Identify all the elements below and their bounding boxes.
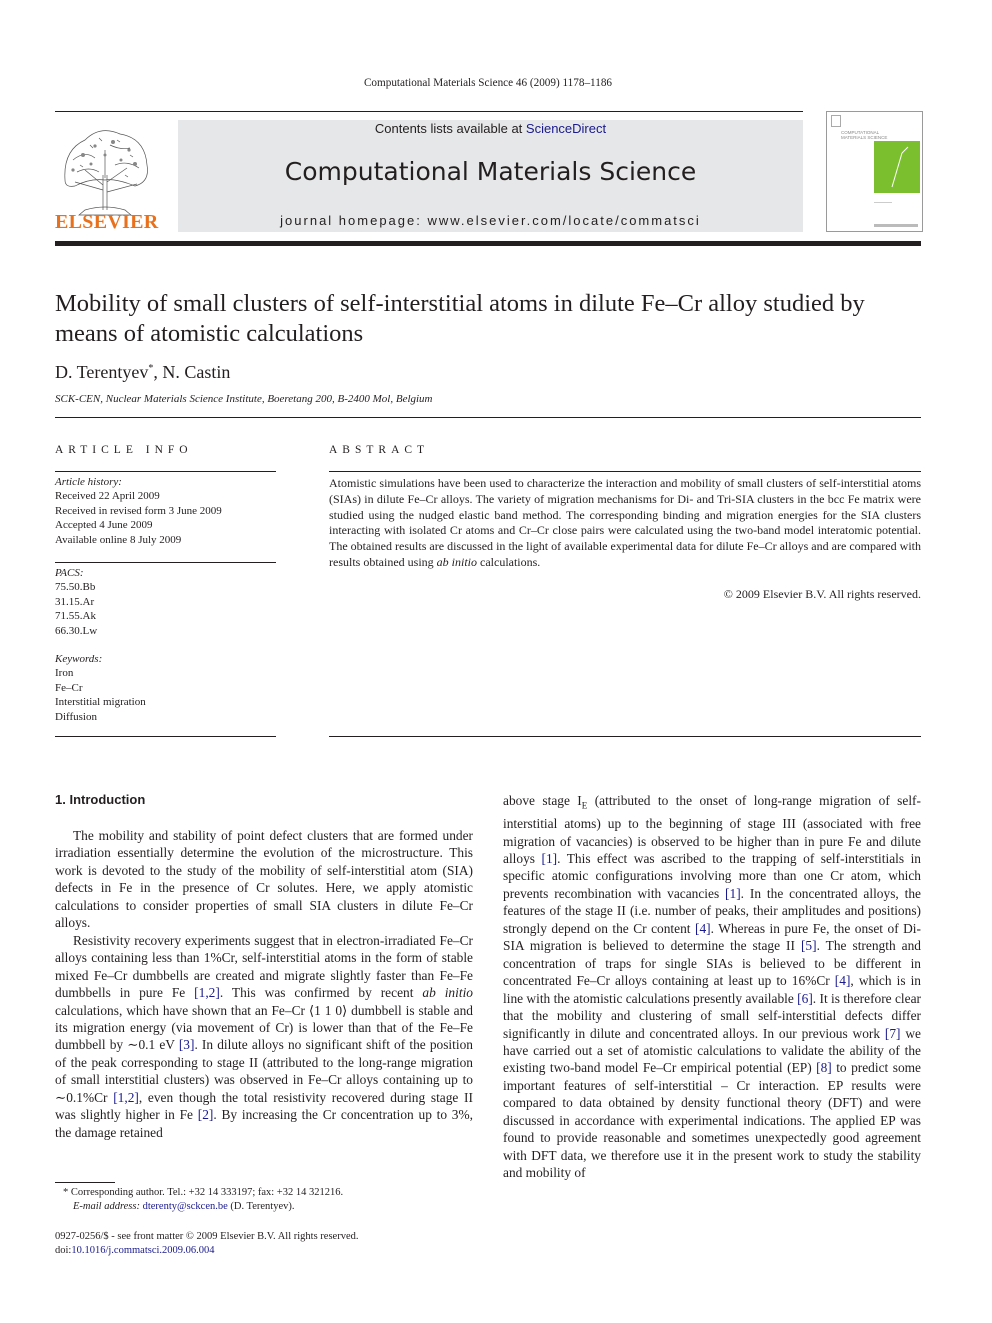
cover-art-icon [874, 141, 920, 193]
email-note: E-mail address: dterenty@sckcen.be (D. Terentyev). [73, 1201, 295, 1212]
paragraph: The mobility and stability of point defect clusters that are formed under irradiation essentially determine the evolution of the microstructure. This work is devoted to the study of the mobility of self-interstitial atom (SIA) defects in Fe in the presence of Cr solutes. Here, we apply atomistic calculations to consider properties of small SIA clusters in dilute Fe–Cr alloys. [55, 828, 473, 931]
abstract-heading: ABSTRACT [329, 444, 430, 456]
paragraph: Resistivity recovery experiments suggest that in electron-irradiated Fe–Cr alloys containing less than 1%Cr, self-interstitial atoms in the form of stable mixed Fe–Cr dumbbells are created and migrate slightly faster than Fe–Fe dumbbells in pure Fe [1,2]. This was confirmed by recent ab initio calculations, which have shown that an Fe–Cr ⟨1 1 0⟩ dumbbell is stable and its migration energy (via movement of Cr) is lower than that of the Fe–Fe dumbbell by ∼0.1 eV [3]. In dilute alloys no significant shift of the position of the peak corresponding to stage II (attributed to the long-range migration of small interstitial clusters) was observed in Fe–Cr alloys containing up to ∼0.1%Cr [1,2], even though the total resistivity recovered during stage II was slightly higher in Fe [2]. By increasing the Cr concentration up to 3%, the damage retained [55, 932, 473, 1140]
header-thick-rule [55, 241, 921, 246]
keyword-item: Interstitial migration [55, 696, 146, 709]
author-2[interactable]: , N. Castin [153, 362, 231, 382]
reference-link[interactable]: [1] [725, 885, 741, 901]
header-rule [55, 111, 803, 112]
elsevier-wordmark: ELSEVIER [55, 211, 159, 233]
issn-line: 0927-0256/$ - see front matter © 2009 Elsevier B.V. All rights reserved. [55, 1231, 359, 1242]
affiliation: SCK-CEN, Nuclear Materials Science Institute, Boeretang 200, B-2400 Mol, Belgium [55, 393, 433, 405]
cover-green-panel [874, 141, 920, 193]
pacs-list [55, 566, 97, 638]
author-1[interactable]: D. Terentyev [55, 362, 149, 382]
history-item: Accepted 4 June 2009 [55, 519, 153, 532]
journal-cover-thumbnail [826, 111, 923, 232]
history-item: Received 22 April 2009 [55, 490, 160, 503]
reference-link[interactable]: [6] [797, 990, 813, 1006]
front-matter [55, 1230, 358, 1258]
reference-link[interactable]: [1] [541, 851, 558, 867]
article-info-heading: ARTICLE INFO [55, 444, 193, 456]
title-rule [55, 417, 921, 418]
email-link[interactable]: dterenty@sckcen.be [142, 1201, 228, 1212]
abstract-copyright: © 2009 Elsevier B.V. All rights reserved. [723, 587, 921, 601]
article-history [55, 475, 222, 547]
history-item: Received in revised form 3 June 2009 [55, 504, 222, 517]
journal-citation: Computational Materials Science 46 (2009) 1178–1186 [363, 77, 613, 89]
reference-link[interactable]: [1,2] [113, 1089, 139, 1105]
section-heading-introduction: 1. Introduction [55, 792, 146, 807]
reference-link[interactable]: [5] [800, 938, 817, 954]
history-label: Article history: [55, 476, 122, 488]
keywords-label: Keywords: [55, 653, 103, 665]
body-column-right [503, 792, 921, 1182]
footnote-rule [55, 1182, 115, 1183]
footnote [55, 1186, 475, 1214]
corresponding-mark[interactable]: * [148, 363, 154, 374]
article-title: Mobility of small clusters of self-interstitial atoms in dilute Fe–Cr alloy studied by means of atomistic calculations [55, 290, 865, 347]
pacs-label: PACS: [55, 567, 84, 579]
body-column-left [55, 827, 473, 1141]
corresponding-author-note: * Corresponding author. Tel.: +32 14 333197; fax: +32 14 321216. [63, 1187, 344, 1198]
history-item: Available online 8 July 2009 [55, 533, 182, 546]
reference-link[interactable]: [1,2] [194, 985, 220, 1001]
pacs-item: 71.55.Ak [55, 610, 96, 623]
cover-title: COMPUTATIONAL MATERIALS SCIENCE [841, 130, 888, 140]
journal-homepage[interactable]: journal homepage: www.elsevier.com/locate/commatsci [280, 213, 701, 228]
journal-title: Computational Materials Science [284, 157, 697, 186]
reference-link[interactable]: [8] [816, 1060, 832, 1076]
pacs-item: 31.15.Ar [55, 595, 95, 608]
paragraph: above stage $I_E$ (attributed to the onset of long-range migration of self-interstitial atoms) up to the beginning of stage III (associated with free migration of vacancies) is observed to be higher than in pure Fe and dilute alloys [1]. This effect was ascribed to the trapping of self-interstitials in specific atomic configurations involving more than one Cr atom, which prevents recombination with vacancies [1]. In the concentrated alloys, the features of the stage II (i.e. number of peaks, their amplitudes and positions) strongly depend on the Cr content [4]. Whereas in pure Fe, the onset of Di-SIA migration is believed to determine the stage II [5]. The strength and concentration of traps for single SIAs is believed to be different in concentrated Fe–Cr alloys containing at least up to 16%Cr [4], which is in line with the atomistic calculations presently available [6]. It is therefore clear that the mobility and clustering of small self-interstitial defects differ significantly in dilute and concentrated alloys. In our previous work [7] we have carried out a set of atomistic calculations to validate the ability of the existing two-band model Fe–Cr empirical potential (EP) [8] to predict some important features of self-interstitial – Cr interaction. EP results were compared to data obtained by density functional theory (DFT) and were discussed in accordance with experimental indications. The applied EP was found to provide reasonable and sometimes unexpectedly good agreement with DFT data, we therefore use it in the present work to study the stability and mobility of [503, 793, 921, 1181]
doi-line: doi:10.1016/j.commatsci.2009.06.004 [55, 1245, 215, 1256]
reference-link[interactable]: [4] [695, 920, 711, 936]
contents-line: Contents lists available at ScienceDirect [374, 121, 607, 136]
keyword-item: Fe–Cr [55, 681, 83, 694]
doi-link[interactable]: 10.1016/j.commatsci.2009.06.004 [71, 1245, 215, 1256]
keyword-item: Iron [55, 667, 74, 680]
reference-link[interactable]: [3] [178, 1037, 195, 1053]
abstract-text: Atomistic simulations have been used to characterize the interaction and mobility of small clusters of self-interstitial atoms (SIAs) in dilute Fe–Cr alloys. The variety of migration mechanisms for Di- and Tri-SIA clusters in the bcc Fe matrix were studied using the nudged elastic band method. The corresponding binding and migration energies for the SIA clusters interacting with isolated Cr atoms and Cr–Cr close pairs were calculated using the two-band model interatomic potential. The obtained results are discussed in the light of available experimental data for dilute Fe–Cr alloys and are compared with results obtained using ab initio calculations. [329, 476, 921, 569]
keywords-list [55, 652, 146, 724]
sciencedirect-link[interactable]: ScienceDirect [525, 121, 607, 136]
pacs-item: 66.30.Lw [55, 624, 98, 637]
reference-link[interactable]: [7] [884, 1025, 901, 1041]
cover-logo-icon [831, 115, 841, 127]
reference-link[interactable]: [2] [197, 1107, 214, 1123]
reference-link[interactable]: [4] [834, 973, 851, 989]
keyword-item: Diffusion [55, 710, 97, 723]
authors [55, 362, 230, 383]
pacs-item: 75.50.Bb [55, 581, 96, 594]
